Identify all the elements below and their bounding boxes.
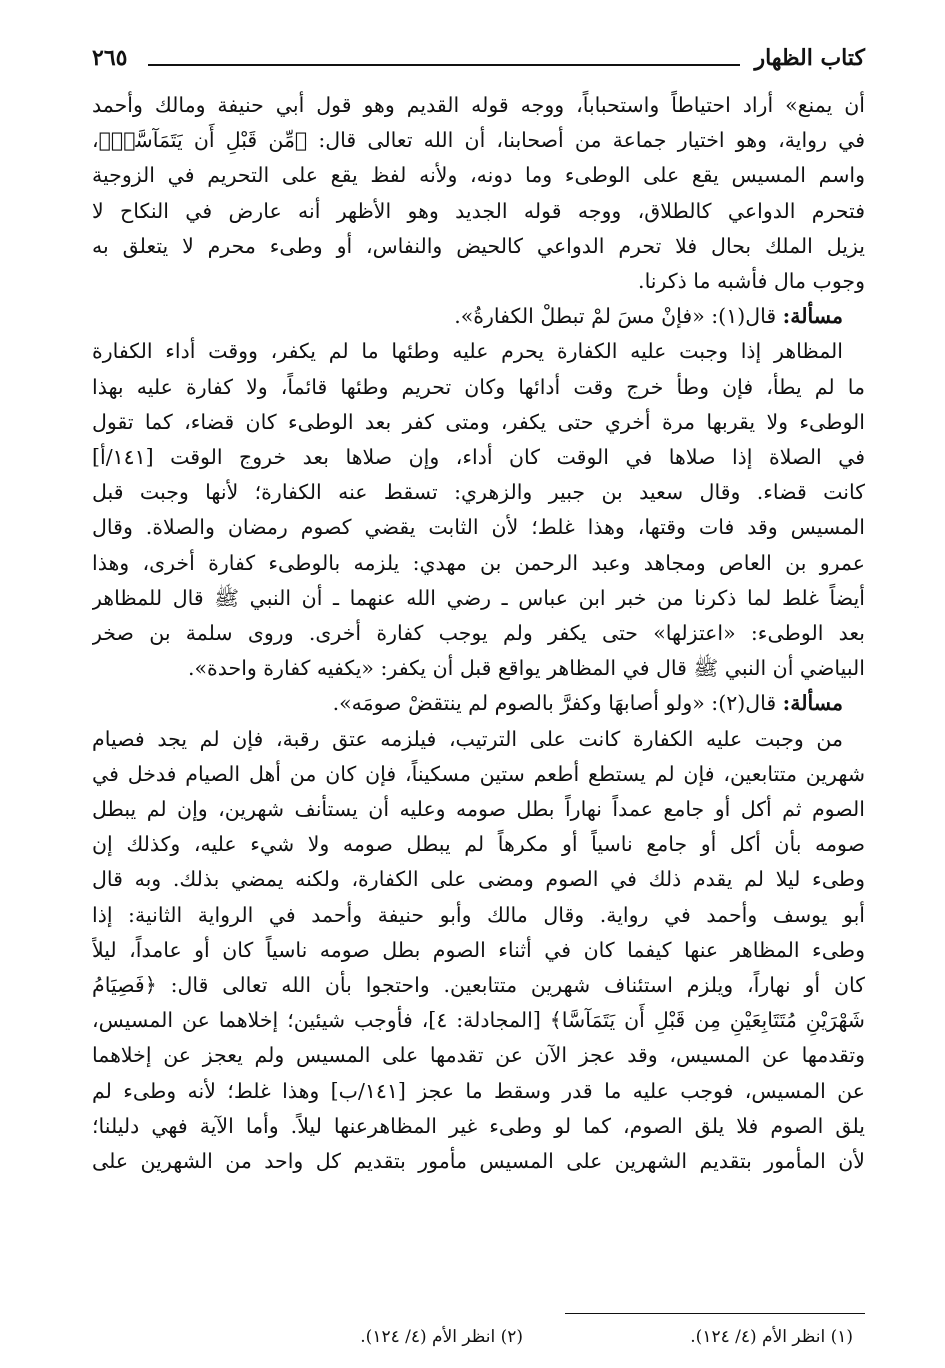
masala-label: مسألة: <box>782 691 843 716</box>
text-line: وطىء ليلا لم يقدم ذلك في الصوم ومضى على الكفارة، ولكنه يمضي بذلك. وبه قال <box>92 867 865 892</box>
footnote-2: (٢) انظر الأم (٤/ ١٢٤). <box>360 1327 523 1347</box>
footnote-divider <box>565 1313 865 1314</box>
text-line: في الصلاة إذا صلاها في الوقت كان أداء، وإن صلاها بعد خروج الوقت [١٤١/أ] <box>92 445 865 470</box>
text-line: فتحرم الدواعي كالطلاق، ووجه قوله الجديد وهو الأظهر أنه عارض في النكاح لا <box>92 198 865 223</box>
text-line: عمرو بن العاص ومجاهد وعبد الرحمن بن مهدي: يلزمه بالوطىء كفارة أخرى، وهذا <box>92 550 865 575</box>
text-line: أيضاً غلط لما ذكرنا من خبر ابن عباس ـ رضي الله عنهما ـ أن النبي ﷺ قال للمظاهر <box>92 585 865 610</box>
text-line: عن المسيس، فوجب عليه ما قدر وسقط ما عجز [١٤١/ب] وهذا غلط؛ لأنه وطىء لم <box>92 1078 865 1103</box>
text-line: المسيس وقد فات وقتها، وهذا غلط؛ لأن الثابت يقضي كصوم رمضان والصلاة. وقال <box>92 515 865 540</box>
footnotes <box>92 1322 853 1352</box>
text-line: أن يمنع» أراد احتياطاً واستحباباً، ووجه قوله القديم وهو قول أبي حنيفة ومالك وأحمد <box>92 93 865 117</box>
masala-heading <box>92 299 865 334</box>
main-text <box>92 88 865 1179</box>
text-line: الصوم ثم أكل أو جامع عمداً نهاراً بطل صومه وعليه أن يستأنف شهرين، وإن لم يبطل <box>92 797 865 822</box>
text-line: في رواية، وهو اختيار جماعة من أصحابنا، أن الله تعالى قال: ﴿مِّن قَبْلِ أَن يَتَمَآسَّاۚ﴾، <box>92 128 865 153</box>
text-line: وجوب مال فأشبه ما ذكرنا. <box>638 269 865 294</box>
text-line: شَهْرَيْنِ مُتَتَابِعَيْنِ مِن قَبْلِ أَن يَتَمَآسَّا﴾ [المجادلة: ٤]، فأوجب شيئين؛ إخلاهما عن المسيس، <box>92 1008 865 1033</box>
header-rule <box>148 64 740 66</box>
text-line: يزيل الملك بحال فلا تحرم الدواعي كالحيض والنفاس، أو وطىء محرم لا يتعلق به <box>92 233 865 258</box>
footnote-1: (١) انظر الأم (٤/ ١٢٤). <box>690 1327 853 1347</box>
text-line: واسم المسيس يقع على الوطىء وما دونه، ولأنه لفظ يقع على التحريم في الزوجية <box>92 163 865 188</box>
text-line: لأن المأمور بتقديم الشهرين على المسيس مأمور بتقديم كل واحد من الشهرين على <box>92 1149 865 1174</box>
text-line: ما لم يطأ، فإن وطأ خرج وقت أدائها وكان تحريم وطئها قائماً، ولا كفارة عليه بهذا <box>92 374 865 399</box>
text-line: كانت قضاء. وقال سعيد بن جبير والزهري: تسقط عنه الكفارة؛ لأنها وجبت قبل <box>92 480 865 505</box>
chapter-title: كتاب الظهار <box>754 45 865 71</box>
text-line: كان أو نهاراً، ويلزم استئناف شهرين متتابعين. واحتجوا بأن الله تعالى قال: ﴿فَصِيَامُ <box>92 973 865 998</box>
masala-text: قال(٢): «ولو أصابهَا وكفرَّ بالصوم لم ينتقضْ صومَه». <box>332 691 783 716</box>
masala-heading <box>92 686 865 721</box>
page-number: ٢٦٥ <box>92 45 128 71</box>
text-line: شهرين متتابعين، فإن لم يستطع أطعم ستين مسكيناً، فإن كان من أهل الصيام فدخل في <box>92 761 865 786</box>
text-line: يلق الصوم فلا يلق الصوم، كما لو وطىء غير المظاهرعنها ليلاً. وأما الآية فهي دليلنا؛ <box>92 1113 865 1138</box>
text-line: الوطىء ولا يقربها مرة أخري حتى يكفر، ومتى كفر بعد الوطىء كان قضاء، كما تقول <box>92 409 865 434</box>
text-line: صومه بأن أكل أو جامع ناسياً أو مكرهاً لم يبطل صومه ولا شيء عليه، وكذلك إن <box>92 832 865 857</box>
text-line: أبو يوسف وأحمد في رواية. وقال مالك وأبو حنيفة وأحمد في الرواية الثانية: إذا <box>92 902 865 927</box>
masala-label: مسألة: <box>782 304 843 329</box>
text-line: وطىء المظاهر عنها كيفما كان في أثناء الصوم بطل صومه ناسياً كان أو عامداً، ليلاً <box>92 937 865 962</box>
text-line: المظاهر إذا وجبت عليه الكفارة يحرم عليه وطئها ما لم يكفر، ووقت أداء الكفارة <box>92 339 843 364</box>
text-line: بعد الوطىء: «اعتزلها» حتى يكفر ولم يوجب كفارة أخرى. وروى سلمة بن صخر <box>92 621 865 646</box>
text-line: البياضي أن النبي ﷺ قال في المظاهر يواقع قبل أن يكفر: «يكفيه كفارة واحدة». <box>187 656 865 681</box>
masala-text: قال(١): «فإنْ مسَ لمْ تبطلْ الكفارةُ». <box>454 304 783 329</box>
running-header <box>92 38 865 78</box>
text-line: وتقدمها عن المسيس، وقد عجز الآن عن تقدمها على المسيس ولم يعجز عن إخلاهما <box>92 1043 865 1068</box>
text-line: من وجبت عليه الكفارة كانت على الترتيب، فيلزمه عتق رقبة، فإن لم يجد فصيام <box>92 726 843 751</box>
